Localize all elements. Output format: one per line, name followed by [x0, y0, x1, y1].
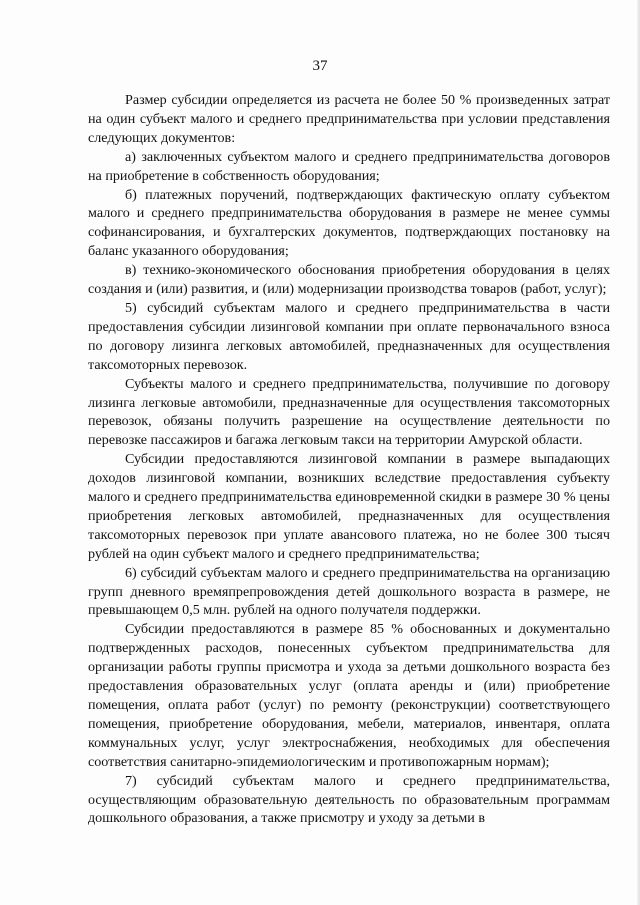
leasing-obligation-paragraph: Субъекты малого и среднего предпринимательства, получившие по договору лизинга легковые автомобили, предназначенные для осуществления таксомоторных перевозок, обязаны получить разрешение на осуществление деятельности по перевозке пассажиров и багажа легковым такси на территории Амурской области. [88, 375, 610, 449]
item-7-paragraph: 7) субсидий субъектам малого и среднего предпринимательства, осуществляющим образовательную деятельность по образовательным программам дошкольного образования, а также присмотру и уходу за детьми в [88, 772, 610, 827]
item-a-paragraph: а) заключенных субъектом малого и среднего предпринимательства договоров на приобретение в собственность оборудования; [88, 148, 610, 184]
item-b-paragraph: б) платежных поручений, подтверждающих фактическую оплату субъектом малого и среднего предпринимательства оборудования в размере не менее суммы софинансирования, и бухгалтерских документов, подтверждающих постановку на баланс указанного оборудования; [88, 186, 610, 260]
item-6-paragraph: 6) субсидий субъектам малого и среднего предпринимательства на организацию групп дневного времяпрепровождения детей дошкольного возраста в размере, не превышающем 0,5 млн. рублей на одного получателя поддержки. [88, 564, 610, 619]
item-5-paragraph: 5) субсидий субъектам малого и среднего предпринимательства в части предоставления субсидии лизинговой компании при оплате первоначального взноса по договору лизинга легковых автомобилей, предназначенных для осуществления таксомоторных перевозок. [88, 299, 610, 373]
page-number: 37 [312, 58, 328, 74]
childcare-subsidy-paragraph: Субсидии предоставляются в размере 85 % обоснованных и документально подтвержденных расходов, понесенных субъектом предпринимательства для организации работы группы присмотра и ухода за детьми дошкольного возраста без предоставления образовательных услуг (оплата аренды и (или) приобретение помещения, оплата работ (услуг) по ремонту (реконструкции) соответствующего помещения, приобретение оборудования, мебели, материалов, инвентаря, оплата коммунальных услуг, услуг электроснабжения, необходимых для обеспечения соответствия санитарно-эпидемиологическим и противопожарным нормам); [88, 621, 610, 770]
item-v-paragraph: в) технико-экономического обоснования приобретения оборудования в целях создания и (или) развития, и (или) модернизации производства товаров (работ, услуг); [88, 262, 610, 298]
document-body [88, 91, 610, 828]
leasing-subsidy-paragraph: Субсидии предоставляются лизинговой компании в размере выпадающих доходов лизинговой компании, возникших вследствие предоставления субъекту малого и среднего предпринимательства единовременной скидки в размере 30 % цены приобретения легковых автомобилей, предназначенных для осуществления таксомоторных перевозок при уплате авансового платежа, но не более 300 тысяч рублей на один субъект малого и среднего предпринимательства; [88, 451, 610, 562]
intro-paragraph: Размер субсидии определяется из расчета не более 50 % произведенных затрат на один субъект малого и среднего предпринимательства при условии представления следующих документов: [88, 92, 610, 146]
